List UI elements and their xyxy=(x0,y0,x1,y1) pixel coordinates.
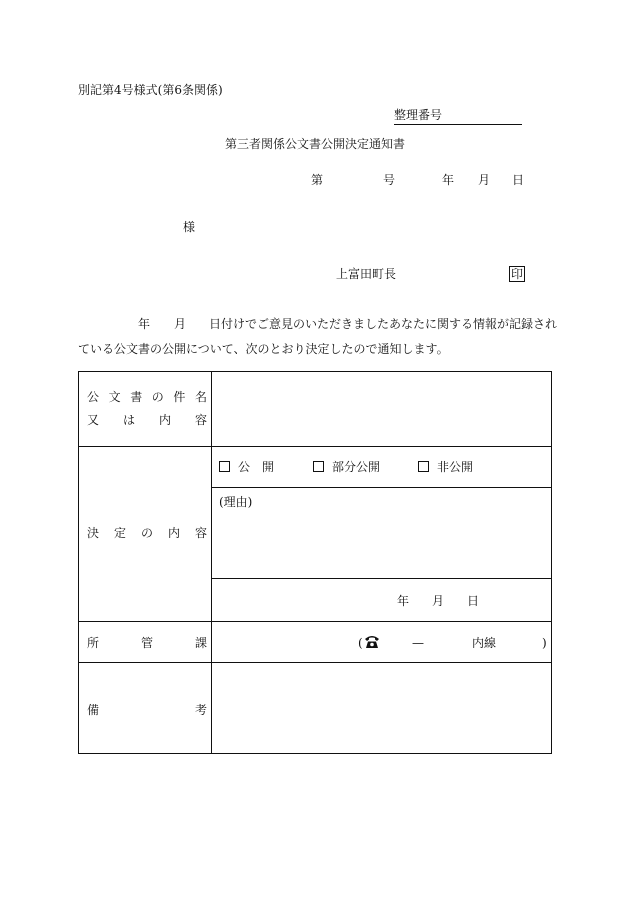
row-divider xyxy=(79,621,551,622)
date-year: 年 xyxy=(442,173,455,187)
form-reference: 別記第4号様式(第6条関係) xyxy=(78,83,223,97)
phone-dash: — xyxy=(412,636,424,650)
decision-form-table xyxy=(78,371,552,754)
number-go: 号 xyxy=(383,173,396,187)
column-divider xyxy=(211,372,212,753)
row-divider xyxy=(79,446,551,447)
label-decision-content: 決 定 の 内 容 xyxy=(87,526,207,540)
option-non-disclose[interactable]: 非公開 xyxy=(418,461,473,473)
decision-date-month: 月 xyxy=(432,594,445,608)
decision-date-year: 年 xyxy=(397,594,410,608)
body-month: 月 xyxy=(174,317,187,331)
option-partial-disclose[interactable]: 部分公開 xyxy=(313,461,380,473)
row-divider xyxy=(79,662,551,663)
body-line1: 日付けでご意見のいただきましたあなたに関する情報が記録され xyxy=(209,317,558,331)
body-year: 年 xyxy=(138,317,151,331)
phone-open-paren: ( xyxy=(358,636,363,650)
reason-label: (理由) xyxy=(219,495,253,509)
number-dai: 第 xyxy=(311,173,324,187)
seiri-bango-label: 整理番号 xyxy=(394,108,443,122)
extension-label: 内線 xyxy=(472,636,497,650)
checkbox-icon[interactable] xyxy=(313,461,324,472)
sender-name: 上富田町長 xyxy=(336,267,397,281)
date-day: 日 xyxy=(512,173,525,187)
label-or-content: 又 は 内 容 xyxy=(87,413,207,427)
label-document-name: 公 文 書 の 件 名 xyxy=(87,390,207,404)
phone-close-paren: ) xyxy=(542,636,547,650)
addressee-sama: 様 xyxy=(183,220,196,234)
reason-divider xyxy=(211,578,551,579)
checkbox-icon[interactable] xyxy=(418,461,429,472)
seiri-bango-field xyxy=(394,109,522,125)
body-line2: ている公文書の公開について、次のとおり決定したので通知します。 xyxy=(78,342,449,356)
date-month: 月 xyxy=(478,173,491,187)
label-department: 所 管 課 xyxy=(87,636,207,650)
phone-icon xyxy=(364,634,380,651)
document-title: 第三者関係公文書公開決定通知書 xyxy=(224,137,405,151)
phone-icon xyxy=(364,634,380,649)
options-divider xyxy=(211,487,551,488)
seal-mark: 印 xyxy=(511,267,524,281)
label-remarks: 備 考 xyxy=(87,703,207,717)
decision-date-day: 日 xyxy=(467,594,480,608)
checkbox-icon[interactable] xyxy=(219,461,230,472)
option-disclose[interactable]: 公 開 xyxy=(219,461,274,473)
